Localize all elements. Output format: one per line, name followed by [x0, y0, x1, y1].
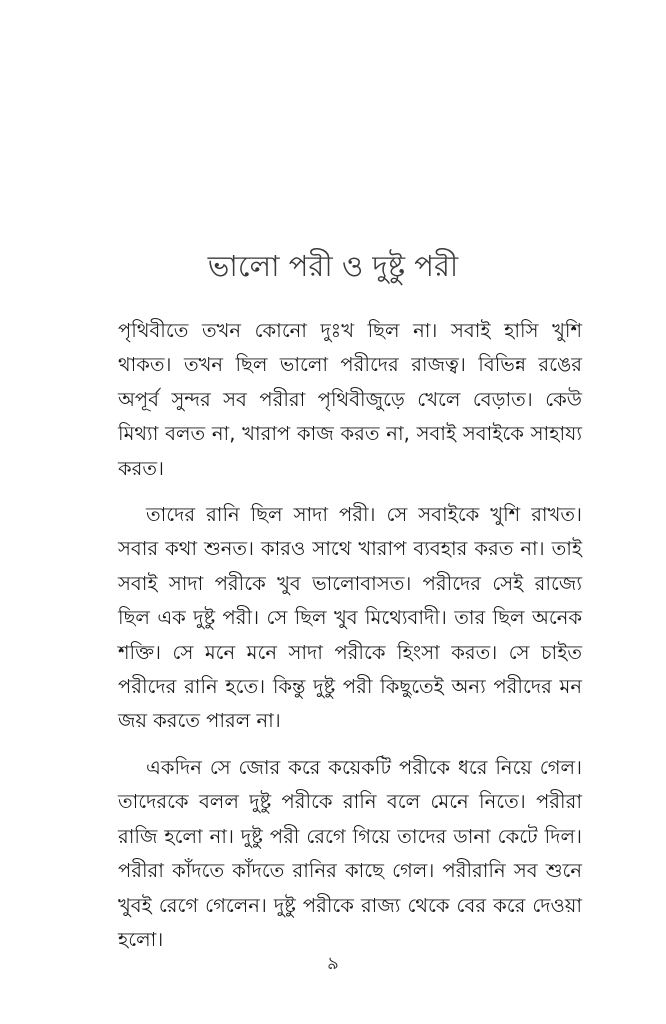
- paragraph-1: পৃথিবীতে তখন কোনো দুঃখ ছিল না। সবাই হাসি খুশি থাকত। তখন ছিল ভালো পরীদের রাজত্ব। বিভিন্ন রঙের অপূর্ব সুন্দর সব পরীরা পৃথিবীজুড়ে খেলে বেড়াত। কেউ মিথ্যা বলত না, খারাপ কাজ করত না, সবাই সবাইকে সাহায্য করত।: [118, 319, 582, 480]
- paragraph-3: একদিন সে জোর করে কয়েকটি পরীকে ধরে নিয়ে গেল। তাদেরকে বলল দুষ্টু পরীকে রানি বলে মেনে নিতে। পরীরা রাজি হলো না। দুষ্টু পরী রেগে গিয়ে তাদের ডানা কেটে দিল। পরীরা কাঁদতে কাঁদতে রানির কাছে গেল। পরীরানি সব শুনে খুবই রেগে গেলেন। দুষ্টু পরীকে রাজ্য থেকে বের করে দেওয়া হলো।: [118, 755, 582, 951]
- paragraph-2: তাদের রানি ছিল সাদা পরী। সে সবাইকে খুশি রাখত। সবার কথা শুনত। কারও সাথে খারাপ ব্যবহার করত না। তাই সবাই সাদা পরীকে খুব ভালোবাসত। পরীদের সেই রাজ্যে ছিল এক দুষ্টু পরী। সে ছিল খুব মিথ্যেবাদী। তার ছিল অনেক শক্তি। সে মনে মনে সাদা পরীকে হিংসা করত। সে চাইত পরীদের রানি হতে। কিন্তু দুষ্টু পরী কিছুতেই অন্য পরীদের মন জয় করতে পারল না।: [118, 503, 582, 733]
- story-title: ভালো পরী ও দুষ্টু পরী: [207, 249, 459, 283]
- story-body: [118, 314, 582, 969]
- page-number: ৯: [327, 953, 339, 974]
